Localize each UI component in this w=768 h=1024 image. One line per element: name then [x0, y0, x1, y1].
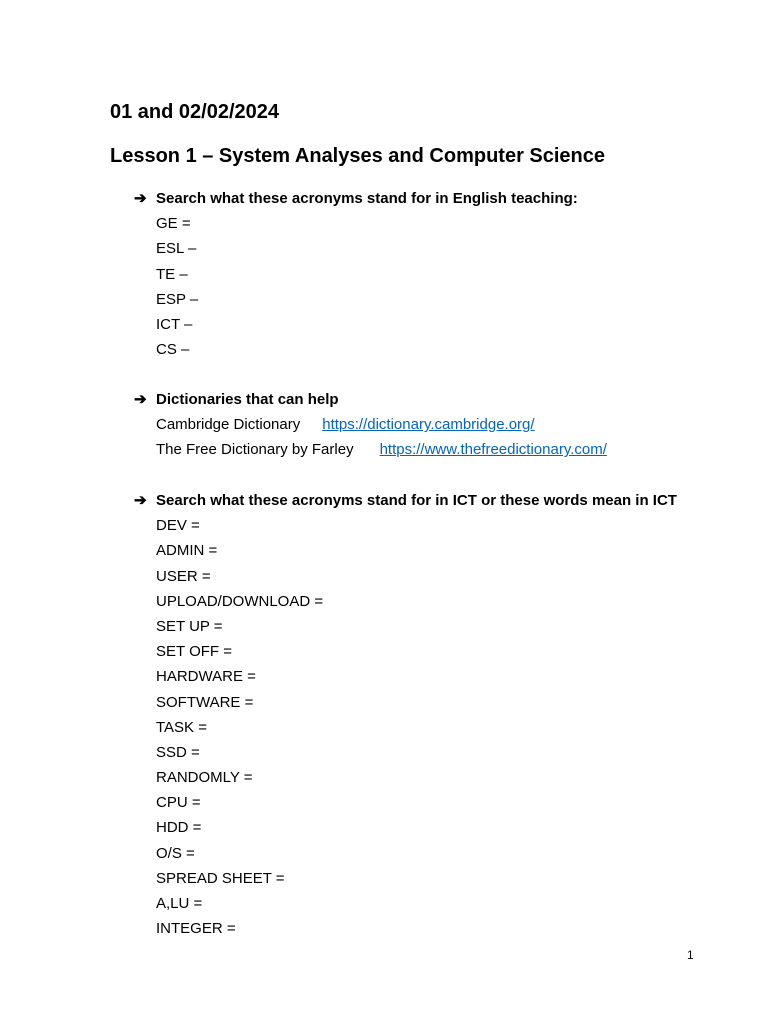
- section-title: Search what these acronyms stand for in ICT or these words mean in ICT: [156, 492, 677, 509]
- dictionary-name: The Free Dictionary by Farley: [156, 441, 354, 459]
- list-item: USER =: [156, 567, 211, 585]
- list-item: ADMIN =: [156, 542, 218, 560]
- list-item: ICT –: [156, 315, 193, 333]
- bullet-heading: [134, 186, 578, 211]
- list-item: ESP –: [156, 290, 199, 308]
- arrow-right-icon: ➔: [134, 391, 147, 408]
- cambridge-dictionary-link[interactable]: https://dictionary.cambridge.org/: [322, 416, 535, 434]
- bullet-heading: [134, 488, 677, 513]
- dictionary-entry: [156, 437, 607, 462]
- list-item: O/S =: [156, 844, 195, 862]
- list-item: CS –: [156, 341, 190, 359]
- list-item: INTEGER =: [156, 920, 236, 938]
- list-item: HARDWARE =: [156, 668, 256, 686]
- section-english-acronyms: [134, 186, 578, 362]
- date-heading: 01 and 02/02/2024: [110, 101, 280, 123]
- list-item: UPLOAD/DOWNLOAD =: [156, 592, 324, 610]
- page-number: 1: [687, 948, 694, 962]
- list-item: SET UP =: [156, 617, 223, 635]
- section-title: Dictionaries that can help: [156, 391, 339, 408]
- lesson-title: Lesson 1 – System Analyses and Computer Science: [110, 145, 606, 167]
- list-item: TE –: [156, 265, 188, 283]
- section-ict-acronyms: [134, 488, 677, 941]
- section-dictionaries: [134, 387, 607, 463]
- arrow-right-icon: ➔: [134, 492, 147, 509]
- list-item: A,LU =: [156, 895, 203, 912]
- list-item: GE =: [156, 215, 191, 233]
- section-title: Search what these acronyms stand for in English teaching:: [156, 190, 578, 207]
- list-item: HDD =: [156, 819, 202, 837]
- list-item: TASK =: [156, 718, 207, 736]
- dictionary-entry: [156, 412, 607, 437]
- free-dictionary-link[interactable]: https://www.thefreedictionary.com/: [379, 441, 607, 459]
- list-item: SSD =: [156, 743, 200, 761]
- list-item: SPREAD SHEET =: [156, 869, 285, 887]
- bullet-heading: [134, 387, 607, 412]
- arrow-right-icon: ➔: [134, 190, 147, 207]
- list-item: DEV =: [156, 517, 200, 535]
- list-item: RANDOMLY =: [156, 769, 253, 787]
- list-item: ESL –: [156, 240, 197, 258]
- list-item: CPU =: [156, 794, 201, 812]
- dictionary-name: Cambridge Dictionary: [156, 416, 301, 434]
- list-item: SET OFF =: [156, 643, 232, 661]
- list-item: SOFTWARE =: [156, 693, 254, 711]
